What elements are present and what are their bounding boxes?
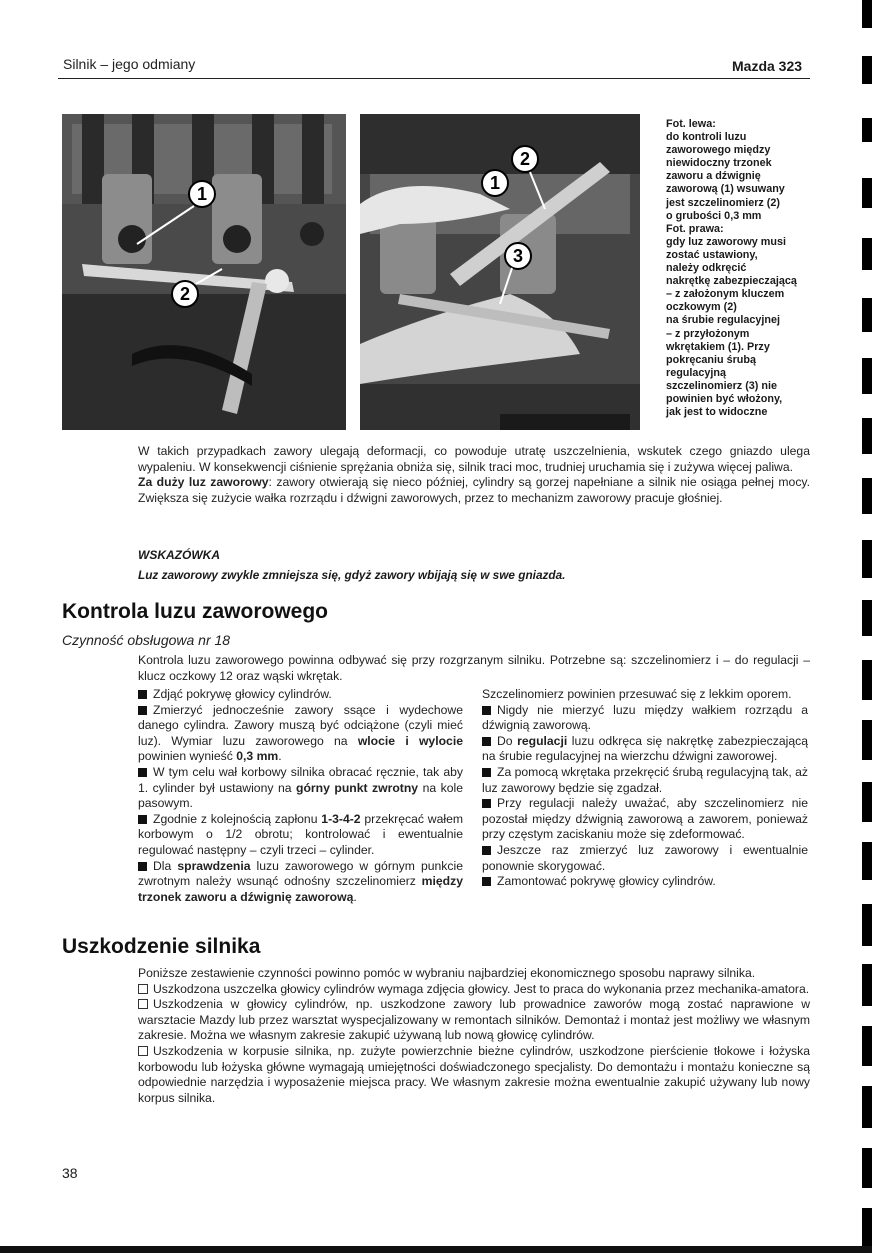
photo-right-callout-2: 2	[519, 149, 531, 169]
caption-line: należy odkręcić	[666, 262, 747, 275]
caption-line: na śrubie regulacyjnej	[666, 314, 781, 327]
caption-line: gdy luz zaworowy musi	[666, 235, 786, 248]
hint-title: WSKAZÓWKA	[138, 548, 220, 562]
section2-intro: Poniższe zestawienie czynności powinno pomóc w wybraniu najbardziej ekonomicznego sposobu naprawy silnika.	[138, 966, 756, 980]
caption-line: Fot. prawa:	[666, 222, 724, 235]
valve-clearance-photo-left	[62, 114, 346, 430]
caption-line: zostać ustawiony,	[666, 248, 758, 261]
list-item: Uszkodzenia w głowicy cylindrów, np. uszkodzone zawory lub prowadnice zaworów mogą zostać naprawione w warsztacie Mazdy lub przez warsztat wyspecjalizowany w remontach silników. Demontaż i montaż jest możliwy we własnym zakresie. Można we własnym zakresie zakupić używaną lub nową głowicę cylindrów.	[138, 997, 810, 1043]
caption-line: jak jest to widoczne	[666, 406, 768, 419]
caption-line: zaworowego między	[666, 144, 771, 157]
caption-line: niewidoczny trzonek	[666, 157, 772, 170]
caption-line: Fot. lewa:	[666, 118, 716, 130]
caption-line: szczelinomierz (3) nie	[666, 379, 778, 392]
page-number: 38	[62, 1165, 78, 1181]
caption-line: – z założonym kluczem	[666, 288, 785, 301]
section1-left-column	[138, 687, 463, 905]
list-item: Uszkodzenia w korpusie silnika, np. zużyte powierzchnie bieżne cylindrów, uszkodzone pierścienie tłokowe i łożyska korbowodu lub łożyska główne wymagają umiejętności doświadczonego specjalisty. Do demontażu i montażu konieczne są odpowiednie narzędzia i wyposażenie miejsca pracy. We własnym zakresie można ewentualnie zakupić używany lub nowy korpus silnika.	[138, 1043, 810, 1105]
photo-caption	[666, 118, 816, 419]
photo-left-callout-1: 1	[196, 184, 208, 204]
intro-text	[138, 444, 810, 506]
list-item: Szczelinomierz powinien przesuwać się z lekkim oporem.	[482, 687, 792, 701]
caption-line: o grubości 0,3 mm	[666, 209, 762, 222]
section-subheading-procedure: Czynność obsługowa nr 18	[62, 632, 231, 648]
list-item: Zamontować pokrywę głowicy cylindrów.	[482, 874, 808, 890]
list-item: Uszkodzona uszczelka głowicy cylindrów wymaga zdjęcia głowicy. Jest to praca do wykonania przez mechanika-amatora.	[138, 982, 810, 998]
section1-right-column	[482, 687, 808, 890]
caption-line: zaworową (1) wsuwany	[666, 183, 785, 196]
list-item: Zmierzyć jednocześnie zawory ssące i wydechowe danego cylindra. Zawory muszą być odciążone (czyli mieć luz). Wymiar luzu zaworowego na wlocie i wylocie powinien wynieść 0,3 mm.	[138, 702, 463, 764]
list-item: W tym celu wał korbowy silnika obracać ręcznie, tak aby 1. cylinder był ustawiony na górny punkt zwrotny na kole pasowym.	[138, 764, 464, 811]
running-header-title: Silnik – jego odmiany	[63, 56, 196, 72]
list-item: Nigdy nie mierzyć luzu między wałkiem rozrządu a dźwignią zaworową.	[482, 702, 808, 733]
caption-line: pokręcaniu śrubą	[666, 353, 757, 366]
header-rule	[58, 78, 810, 79]
intro-paragraph-1: W takich przypadkach zawory ulegają deformacji, co powoduje utratę uszczelnienia, wskutek czego gniazdo ulega wypaleniu. W konsekwencji ciśnienie sprężania obniża się, silnik traci moc, trudniej uruchamia się i zużywa więcej paliwa.	[138, 444, 810, 474]
photo-right-callout-3: 3	[512, 246, 524, 266]
caption-line: powinien być włożony,	[666, 392, 783, 405]
photo-right-callout-1: 1	[489, 173, 501, 193]
valve-clearance-photo-right	[360, 114, 640, 430]
list-item: Zdjąć pokrywę głowicy cylindrów.	[138, 687, 463, 703]
section-heading-valve-clearance: Kontrola luzu zaworowego	[62, 600, 328, 623]
hint-text: Luz zaworowy zwykle zmniejsza się, gdyż zawory wbijają się w swe gniazda.	[138, 568, 566, 582]
caption-line: do kontroli luzu	[666, 131, 747, 144]
list-item: Do regulacji luzu odkręca się nakrętkę zabezpieczającą na śrubie regulacyjnej na wierzchu dźwigni zaworowej.	[482, 733, 808, 764]
photo-left-callout-2: 2	[179, 284, 191, 304]
caption-line: zaworu a dźwignię	[666, 170, 761, 183]
caption-line: nakrętkę zabezpieczającą	[666, 275, 797, 288]
list-item: Za pomocą wkrętaka przekręcić śrubą regulacyjną tak, aż luz zaworowy będzie się zgadzał.	[482, 764, 808, 795]
section2-body	[138, 966, 810, 1106]
page-bottom-edge	[0, 1246, 872, 1253]
list-item: Dla sprawdzenia luzu zaworowego w górnym punkcie zwrotnym należy wsunąć odnośny szczelinomierz między trzonek zaworu a dźwignię zaworową.	[138, 858, 463, 904]
caption-line: oczkowym (2)	[666, 301, 737, 314]
section1-intro: Kontrola luzu zaworowego powinna odbywać się przy rozgrzanym silniku. Potrzebne są: szczelinomierz i – do regulacji – klucz oczkowy 12 oraz wąski wkrętak.	[138, 653, 810, 683]
running-header-brand: Mazda 323	[732, 58, 803, 74]
caption-line: wkrętakiem (1). Przy	[666, 340, 770, 353]
intro-paragraph-2: Za duży luz zaworowy: zawory otwierają się nieco później, cylindry są gorzej napełniane a silnik nie osiąga pełnej mocy. Zwiększa się zużycie wałka rozrządu i dźwigni zaworowych, przez to mechanizm zaworowy pracuje głośniej.	[138, 475, 810, 505]
section-heading-engine-damage: Uszkodzenie silnika	[62, 935, 261, 958]
caption-line: regulacyjną	[666, 366, 727, 379]
list-item: Zgodnie z kolejnością zapłonu 1-3-4-2 przekręcać wałem korbowym o 1/2 obrotu; kontrolować i ewentualnie regulować następny – czyli trzeci – cylinder.	[138, 811, 463, 857]
list-item: Przy regulacji należy uważać, aby szczelinomierz nie pozostał między dźwignią zaworową a zaworem, ponieważ przy częstym zaciskaniu może się zdeformować.	[482, 796, 808, 842]
list-item: Jeszcze raz zmierzyć luz zaworowy i ewentualnie ponownie skorygować.	[482, 842, 808, 873]
caption-line: – z przyłożonym	[666, 327, 750, 340]
caption-line: jest szczelinomierz (2)	[666, 196, 781, 209]
